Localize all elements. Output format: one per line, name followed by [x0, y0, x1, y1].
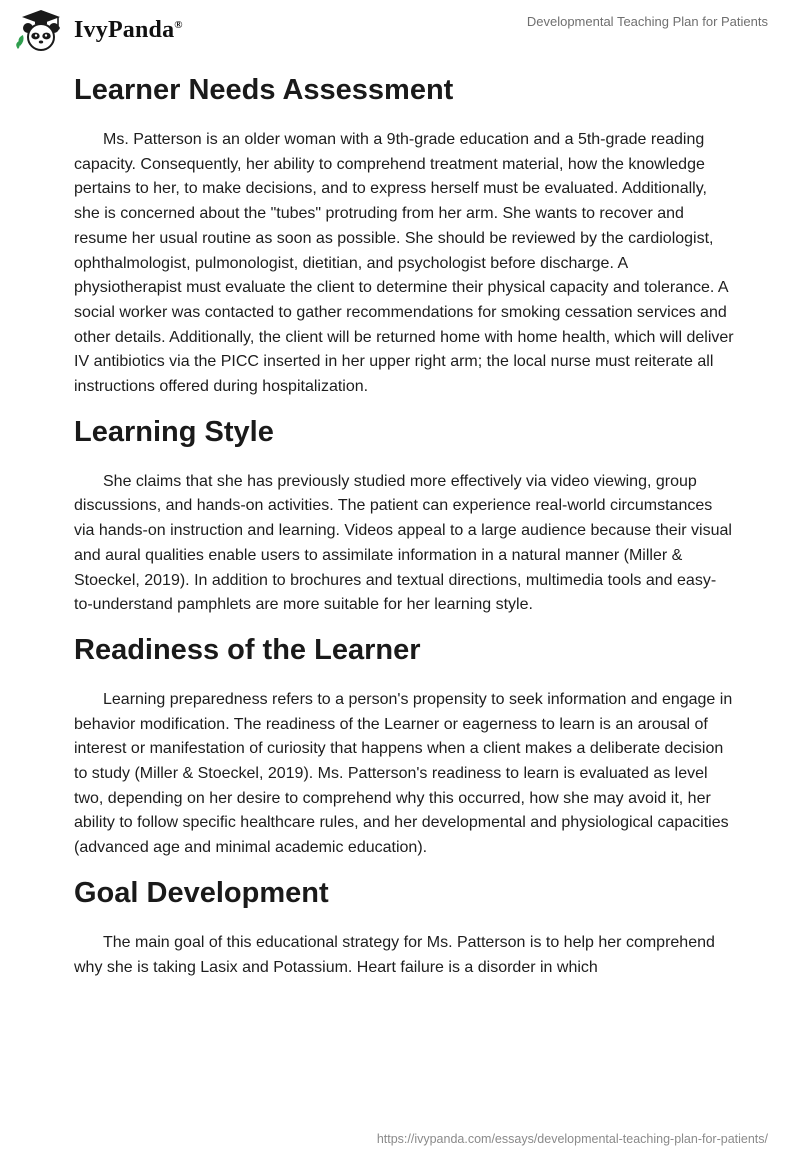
section-learning-style: [74, 412, 734, 618]
section-paragraph: The main goal of this educational strategy for Ms. Patterson is to help her comprehend why she is taking Lasix and Potassium. Heart failure is a disorder in which: [74, 933, 715, 976]
ivypanda-logo[interactable]: [14, 8, 183, 52]
panda-graduate-icon: [14, 8, 70, 52]
section-readiness: [74, 630, 734, 861]
section-goal-development: [74, 873, 734, 980]
section-heading: Goal Development: [74, 876, 329, 909]
section-paragraph: Learning preparedness refers to a person's propensity to seek information and engage in behavior modification. The readiness of the Learner or eagerness to learn is an arousal of interest or manifestation of curiosity that happens when a client makes a deliberate decision to study (Miller & Stoeckel, 2019). Ms. Patterson's readiness to learn is evaluated as level two, depending on her desire to comprehend why this occurred, how she may avoid it, her ability to follow specific healthcare rules, and her developmental and physiological capacities (advanced age and minimal academic education).: [74, 690, 733, 857]
essay-body: [74, 70, 734, 992]
section-paragraph: She claims that she has previously studied more effectively via video viewing, group discussions, and hands-on activities. The patient can experience real-world circumstances via hands-on instruction and learning. Videos appeal to a large audience because their visual and aural qualities enable users to assimilate information in a natural manner (Miller & Stoeckel, 2019). In addition to brochures and textual directions, multimedia tools and easy-to-understand pamphlets are more suitable for her learning style.: [74, 472, 732, 614]
section-heading: Learner Needs Assessment: [74, 74, 454, 106]
brand-name: IvyPanda®: [74, 16, 183, 43]
document-title: Developmental Teaching Plan for Patients: [526, 14, 768, 29]
registered-mark: ®: [174, 18, 183, 31]
page-header: [0, 0, 800, 56]
section-heading: Learning Style: [74, 415, 274, 448]
section-learner-needs: [74, 70, 734, 400]
section-paragraph: Ms. Patterson is an older woman with a 9th-grade education and a 5th-grade reading capacity. Consequently, her ability to comprehend treatment material, how the knowledge pertains to her, to make decisions, and to express herself must be evaluated. Additionally, she is concerned about the "tubes" protruding from her arm. She wants to recover and resume her usual routine as soon as possible. She should be reviewed by the cardiologist, ophthalmologist, pulmonologist, dietitian, and psychologist before discharge. A physiotherapist must evaluate the client to determine their physical capacity and tolerance. A social worker was contacted to gather recommendations for smoking cessation services and other details. Additionally, the client will be returned home with home health, which will deliver IV antibiotics via the PICC inserted in her upper right arm; the local nurse must reiterate all instructions offered during hospitalization.: [74, 131, 734, 396]
section-heading: Readiness of the Learner: [74, 633, 421, 666]
source-url-link[interactable]: https://ivypanda.com/essays/developmental-teaching-plan-for-patients/: [376, 1132, 768, 1146]
